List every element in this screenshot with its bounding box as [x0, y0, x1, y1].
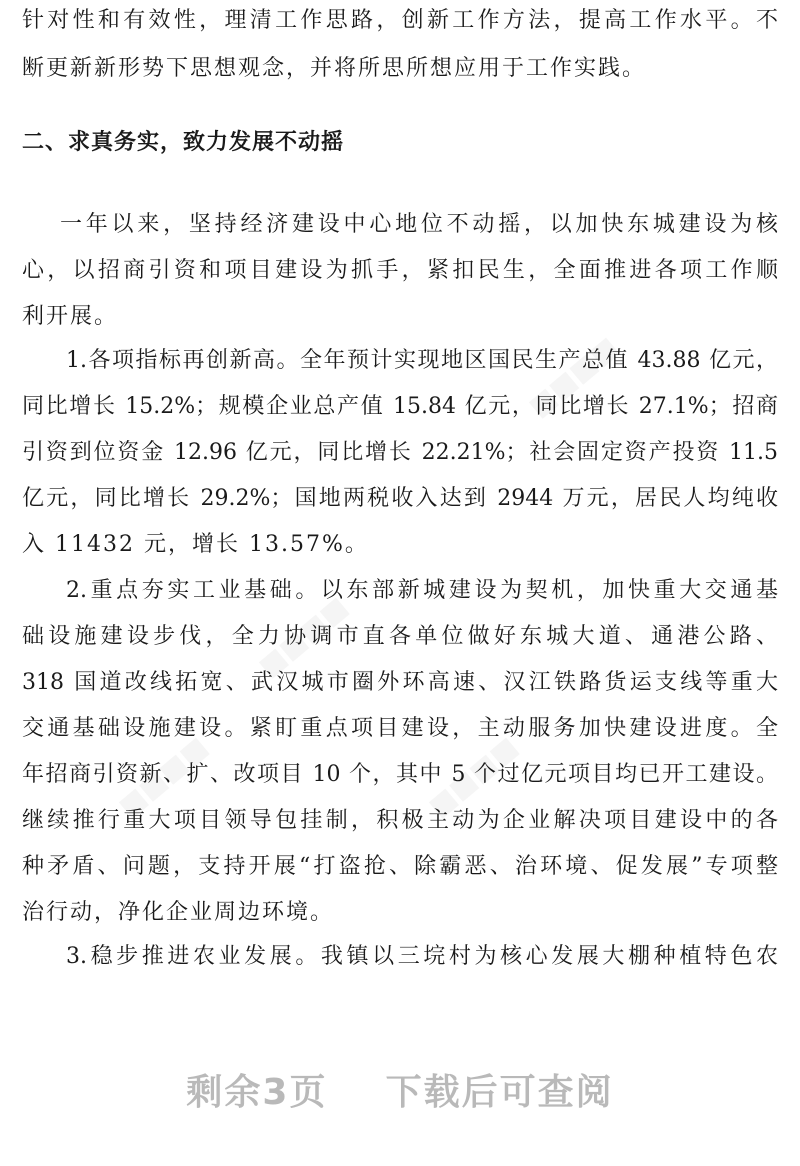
paragraph-line: 断更新新形势下思想观念，并将所思所想应用于工作实践。: [22, 56, 647, 81]
paragraph-line: 1.各项指标再创新高。全年预计实现地区国民生产总值 43.88 亿元，: [66, 348, 778, 373]
paragraph-line: 种矛盾、问题，支持开展“打盗抢、除霸恶、治环境、促发展”专项整: [22, 854, 778, 879]
paragraph-line: 交通基础设施建设。紧盯重点项目建设，主动服务加快建设进度。全: [22, 716, 778, 741]
paragraph-line: 引资到位资金 12.96 亿元，同比增长 22.21%；社会固定资产投资 11.5: [22, 440, 778, 465]
watermark: ■■■■: [521, 329, 625, 424]
watermark: ■■■■: [421, 729, 525, 824]
paragraph-line: 利开展。: [22, 304, 119, 329]
watermark: ■■■■: [251, 589, 355, 684]
paragraph-line: 心，以招商引资和项目建设为抓手，紧扣民生，全面推进各项工作顺: [22, 258, 778, 283]
remaining-pages-banner[interactable]: 剩余3页 下载后可查阅: [186, 1072, 614, 1113]
paragraph-line: 治行动，净化企业周边环境。: [22, 900, 335, 925]
watermark: ■■■■: [111, 729, 215, 824]
paragraph-line: 一年以来，坚持经济建设中心地位不动摇，以加快东城建设为核: [60, 212, 778, 237]
paragraph-line: 针对性和有效性，理清工作思路，创新工作方法，提高工作水平。不: [22, 8, 778, 33]
section-heading: 二、求真务实，致力发展不动摇: [22, 130, 345, 155]
paragraph-line: 亿元，同比增长 29.2%；国地两税收入达到 2944 万元，居民人均纯收: [22, 486, 778, 511]
paragraph-line: 年招商引资新、扩、改项目 10 个，其中 5 个过亿元项目均已开工建设。: [22, 762, 778, 787]
paragraph-line: 入 11432 元，增长 13.57%。: [22, 532, 369, 557]
paragraph-line: 础设施建设步伐，全力协调市直各单位做好东城大道、通港公路、: [22, 624, 778, 649]
paragraph-line: 318 国道改线拓宽、武汉城市圈外环高速、汉江铁路货运支线等重大: [22, 670, 778, 695]
paragraph-line: 3.稳步推进农业发展。我镇以三垸村为核心发展大棚种植特色农: [66, 944, 778, 969]
paragraph-line: 2.重点夯实工业基础。以东部新城建设为契机，加快重大交通基: [66, 578, 778, 603]
paragraph-line: 同比增长 15.2%；规模企业总产值 15.84 亿元，同比增长 27.1%；招商: [22, 394, 778, 419]
paragraph-line: 继续推行重大项目领导包挂制，积极主动为企业解决项目建设中的各: [22, 808, 778, 833]
